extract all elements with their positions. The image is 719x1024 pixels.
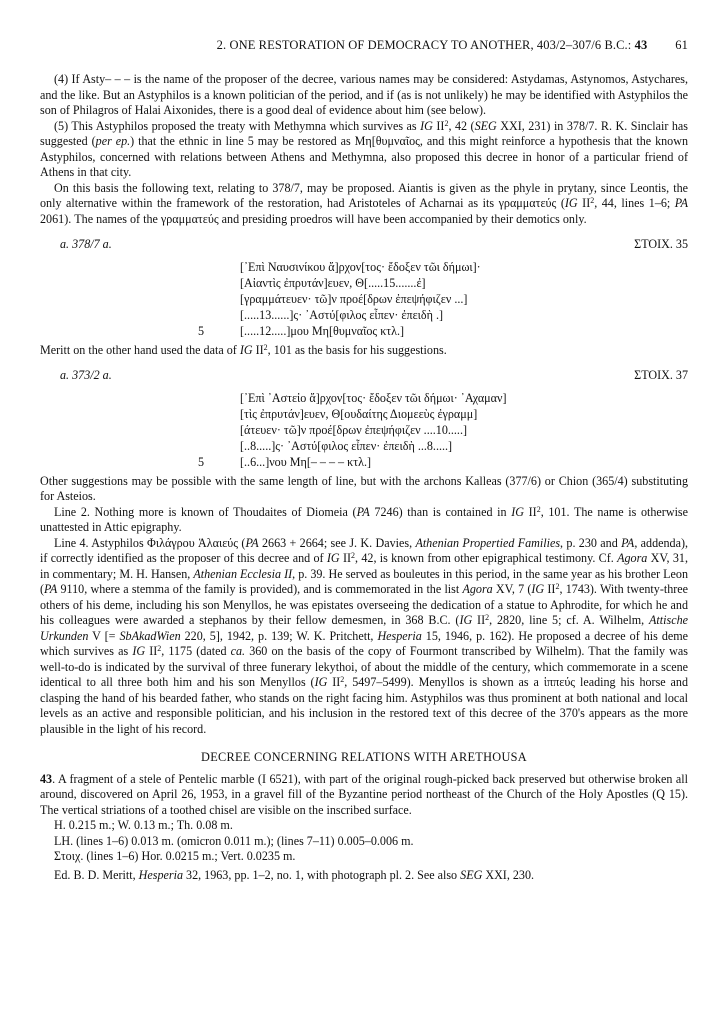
- measurements: [40, 818, 688, 865]
- inscription-a-text: [40, 259, 688, 339]
- paragraph-other-suggestions: Other suggestions may be possible with the same length of line, but with the archons Kalleas (377/6) or Chion (365/4) substituting for Asteios.: [40, 473, 688, 503]
- inscription-line: [᾿Επὶ Ναυσινίκου ἄ]ρχον[τος· ἔδοξεν τῶι δήμωι]·: [240, 259, 481, 274]
- edition-reference: Ed. B. D. Meritt, Hesperia 32, 1963, pp. 1–2, no. 1, with photograph pl. 2. See also SEG XXI, 230.: [54, 867, 535, 882]
- running-head-title: 2. ONE RESTORATION OF DEMOCRACY TO ANOTHER, 403/2–307/6 B.C.: 43: [216, 38, 648, 52]
- inscription-line: [Αἰαντὶς ἐπρυτάν]ευεν, Θ[.....15.......ἐ]: [240, 275, 426, 290]
- inscription-b-header: [40, 368, 688, 384]
- inscription-line: [.....13......]ς· ᾿Αστύ[φιλος εἶπεν· ἐπειδὴ .]: [240, 307, 444, 322]
- paragraph-5: (5) This Astyphilos proposed the treaty with Methymna which survives as IG $II^2$, 42 (SEG XXI, 231) in 378/7. R. K. Sinclair has suggested (per ep.) that the ethnic in line 5 may be restored as Μη[θυμναῖος, and this might reinforce a hypothesis that the known Astyphilos, concerned with relations between Athens and Methymna, also proposed this decree in honor of a particular friend of Athens in that city.: [40, 118, 689, 179]
- running-head-number: 43: [634, 38, 648, 52]
- inscription-b-stoich: ΣΤΟΙΧ. 37: [634, 368, 688, 382]
- section-description: 43. A fragment of a stele of Pentelic marble (I 6521), with part of the original rough-picked back preserved but otherwise broken all around, discovered on April 26, 1953, in a gravel fill of the Byzantine period northeast of the Church of the Holy Apostles (Q 15). The vertical striations of a toothed chisel are visible on the inscribed surface.: [40, 771, 688, 817]
- inscription-b-text: [40, 390, 688, 470]
- inscription-line: [..8.....]ς· ᾿Αστύ[φιλος εἶπεν· ἐπειδὴ ...8.....]: [240, 438, 453, 453]
- inscription-b-date: a. 373/2 a.: [60, 368, 112, 382]
- inscription-line: [τὶς ἐπρυτάν]ευεν, Θ[ουδαίτης Διομεεὺς ἐγραμμ]: [240, 406, 478, 421]
- inscription-line: [γραμμάτευεν· τῶ]ν προέ[δρων ἐπεψήφιζεν ...]: [240, 291, 468, 306]
- inscription-a-stoich: ΣΤΟΙΧ. 35: [634, 237, 688, 251]
- section-title: DECREE CONCERNING RELATIONS WITH ARETHOUSA: [201, 750, 527, 764]
- inscription-line: 5 [.....12.....]μου Μη[θυμναῖος κτλ.]: [198, 323, 405, 338]
- paragraph-meritt: Meritt on the other hand used the data of IG $II^2$, 101 as the basis for his suggestions.: [40, 342, 447, 357]
- measurement-stoichedon: Στοιχ. (lines 1–6) Hor. 0.0215 m.; Vert. 0.0235 m.: [54, 849, 296, 863]
- inscription-line: [᾿Επὶ ᾿Αστεἰο ἄ]ρχον[τος· ἔδοξεν τῶι δήμωι· ᾿Αχαμαν]: [240, 390, 507, 405]
- paragraph-line-4: Line 4. Astyphilos Φιλάγρου Ἁλαιεύς (PA 2663 + 2664; see J. K. Davies, Athenian Propertied Families, p. 230 and PA, addenda), if correctly identified as the proposer of this decree and of IG $II^2$, 42, is known from other epigraphical testimony. Cf. Agora XV, 31, in commentary; M. H. Hansen, Athenian Ecclesia II, p. 39. He served as bouleutes in this period, in the same year as his brother Leon (PA 9110, where a stemma of the family is provided), and is commemorated in the list Agora XV, 7 (IG $II^2$, 1743). With twenty-three others of his deme, including his son Menyllos, he was epistates overseeing the dedication of a statue to Aphrodite, for which he and his colleagues were awarded a stephanos by their fellow demesmen, in 368 B.C. (IG $II^2$, 2820, line 5; cf. A. Wilhelm, Attische Urkunden V [= SbAkadWien 220, 5], 1942, p. 139; W. K. Pritchett, Hesperia 15, 1946, p. 162). He proposed a decree of his deme which survives as IG $II^2$, 1175 (dated ca. 360 on the basis of the copy of Fourmont transcribed by Wilhelm). That the family was well-to-do is indicated by the survival of three funerary lekythoi, of about the middle of the century, which commemorate in a scene identical to all three both him and his son Menyllos (IG $II^2$, 5497–5499). Menyllos is shown as a ἱππεύς leading his horse and clasping the hand of his bearded father, who stands on the right facing him. Astyphilos was thus prominent at both national and local levels as an active and responsible politician, and his inclusion in the restored text of this decree of the 370's appears as the more plausible in the light of his record.: [40, 535, 689, 736]
- paragraph-4: (4) If Asty– – – is the name of the proposer of the decree, various names may be considered: Astydamas, Astynomos, Astychares, and the like. But an Astyphilos is a known politician of the period, and if (as is not unlikely) he may be identified with Astyphilos the son of Philagros of Halai Aixonides, there is a good deal of evidence about him (see below).: [40, 72, 688, 117]
- measurement-dimensions: H. 0.215 m.; W. 0.13 m.; Th. 0.08 m.: [54, 818, 233, 832]
- paragraph-line-2: Line 2. Nothing more is known of Thoudaites of Diomeia (PA 7246) than is contained in IG $II^2$, 101. The name is otherwise unattested in Attic epigraphy.: [40, 504, 688, 534]
- running-head: [40, 38, 688, 53]
- measurement-letter-height: LH. (lines 1–6) 0.013 m. (omicron 0.011 m.); (lines 7–11) 0.005–0.006 m.: [54, 833, 414, 848]
- inscription-a-header: [40, 237, 688, 253]
- paragraph-basis: On this basis the following text, relating to 378/7, may be proposed. Aiantis is given as the phyle in prytany, since Leontis, the only alternative within the framework of the restoration, had Aristoteles of Acharnai as its γραμματεύς (IG $II^2$, 44, lines 1–6; PA 2061). The names of the γραμματεύς and presiding proedros will have been accompanied by their demotics only.: [40, 180, 689, 226]
- inscription-line: 5 [..6...]νου Μη[– – – – κτλ.]: [198, 454, 371, 469]
- inscription-a-date: a. 378/7 a.: [60, 237, 112, 251]
- main-text: [40, 72, 688, 883]
- page-number: 61: [675, 38, 688, 52]
- inscription-line: [άτευεν· τῶ]ν προέ[δρων ἐπεψήφιζεν ....10.....]: [240, 422, 468, 437]
